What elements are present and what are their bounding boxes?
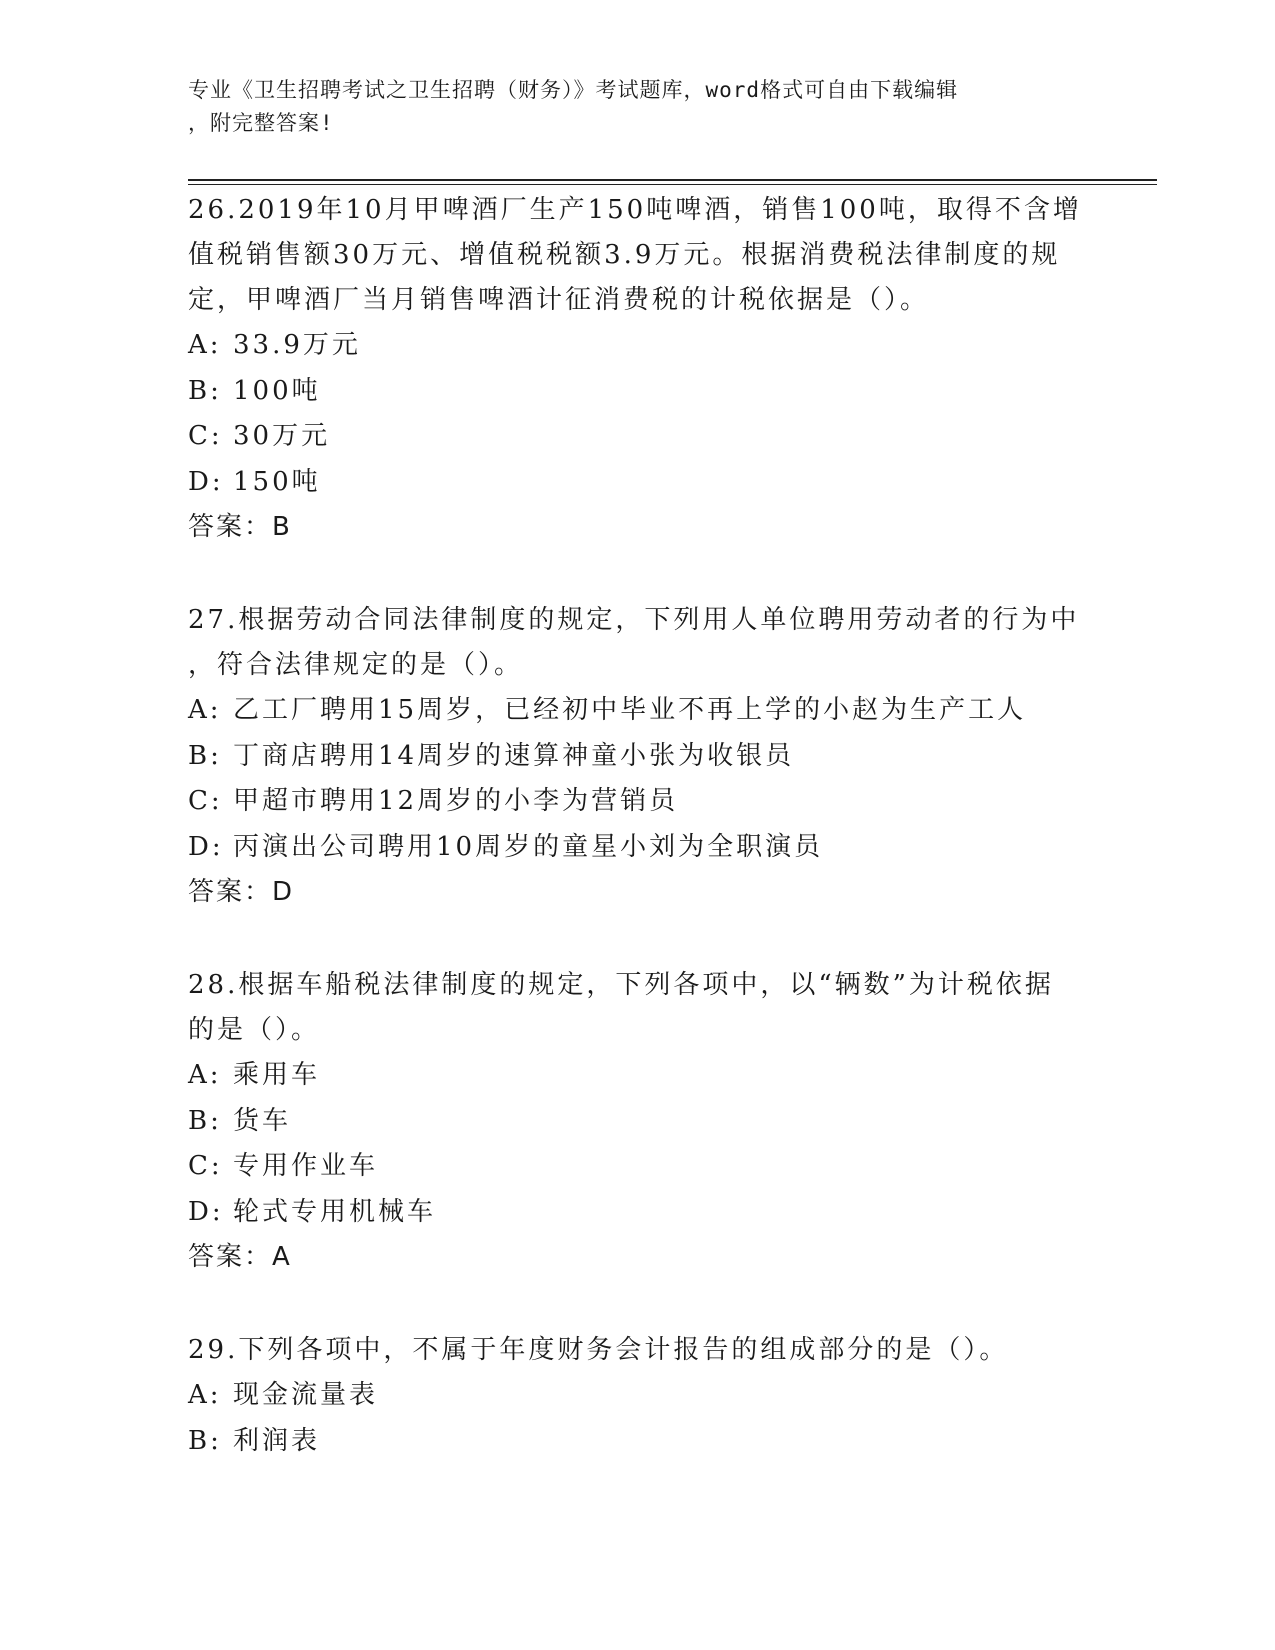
- option-text: 乘用车: [233, 1060, 321, 1090]
- option-text: 150吨: [233, 466, 321, 497]
- option-key: C:: [188, 786, 223, 816]
- question-stem-line: 26.2019年10月甲啤酒厂生产150吨啤酒，销售100吨，取得不含增: [188, 195, 1082, 225]
- option-text: 丁商店聘用14周岁的速算神童小张为收银员: [233, 740, 795, 771]
- option-text: 100吨: [233, 375, 321, 406]
- option-text: 现金流量表: [233, 1380, 379, 1410]
- option-text: 货车: [233, 1105, 292, 1136]
- option-text: 轮式专用机械车: [233, 1196, 437, 1227]
- option-c: [188, 779, 1088, 825]
- option-key: B:: [188, 740, 222, 771]
- question-29: [188, 1328, 1088, 1464]
- option-d: [188, 460, 1088, 506]
- option-a: [188, 688, 1088, 734]
- question-stem-line: 的是（）。: [188, 1015, 321, 1045]
- option-b: [188, 1419, 1088, 1465]
- question-spacer: [188, 1280, 1088, 1328]
- option-d: [188, 1190, 1088, 1236]
- option-a: [188, 323, 1088, 369]
- option-key: A:: [188, 1380, 222, 1410]
- option-key: B:: [188, 375, 222, 406]
- option-text: 33.9万元: [233, 330, 361, 360]
- question-stem-line: 值税销售额30万元、增值税税额3.9万元。根据消费税法律制度的规: [188, 240, 1061, 270]
- answer-label: 答案：D: [188, 877, 295, 907]
- answer-label: 答案：B: [188, 512, 292, 542]
- option-c: [188, 414, 1088, 460]
- option-d: [188, 825, 1088, 871]
- header-line-1: 专业《卫生招聘考试之卫生招聘（财务）》考试题库，word格式可自由下载编辑: [188, 78, 959, 102]
- header-line-2: ，附完整答案!: [188, 111, 334, 135]
- option-key: C:: [188, 1151, 223, 1181]
- option-key: D:: [188, 1196, 224, 1227]
- question-28: [188, 963, 1088, 1280]
- option-key: D:: [188, 466, 224, 497]
- document-header: [188, 74, 1068, 140]
- option-a: [188, 1373, 1088, 1419]
- option-b: [188, 369, 1088, 415]
- question-26: [188, 188, 1088, 550]
- option-key: D:: [188, 831, 224, 862]
- header-divider-thin: [188, 184, 1157, 185]
- option-text: 专用作业车: [233, 1151, 379, 1181]
- option-text: 乙工厂聘用15周岁，已经初中毕业不再上学的小赵为生产工人: [233, 695, 1027, 725]
- question-stem-line: 27.根据劳动合同法律制度的规定，下列用人单位聘用劳动者的行为中: [188, 605, 1080, 635]
- option-key: C:: [188, 421, 223, 451]
- question-stem-line: 29.下列各项中，不属于年度财务会计报告的组成部分的是（）。: [188, 1335, 1009, 1365]
- question-stem-line: ，符合法律规定的是（）。: [188, 650, 524, 680]
- answer-label: 答案：A: [188, 1242, 292, 1272]
- option-a: [188, 1053, 1088, 1099]
- option-text: 30万元: [233, 421, 331, 451]
- option-c: [188, 1144, 1088, 1190]
- option-text: 甲超市聘用12周岁的小李为营销员: [233, 786, 679, 816]
- option-key: B:: [188, 1425, 222, 1456]
- option-key: A:: [188, 330, 222, 360]
- question-list: [188, 188, 1088, 1464]
- option-b: [188, 734, 1088, 780]
- header-divider-thick: [188, 179, 1157, 181]
- question-spacer: [188, 550, 1088, 598]
- option-text: 利润表: [233, 1425, 321, 1456]
- option-key: A:: [188, 695, 222, 725]
- question-stem-line: 定，甲啤酒厂当月销售啤酒计征消费税的计税依据是（）。: [188, 285, 930, 315]
- question-27: [188, 598, 1088, 915]
- option-b: [188, 1099, 1088, 1145]
- option-text: 丙演出公司聘用10周岁的童星小刘为全职演员: [233, 831, 824, 862]
- question-spacer: [188, 915, 1088, 963]
- option-key: B:: [188, 1105, 222, 1136]
- option-key: A:: [188, 1060, 222, 1090]
- question-stem-line: 28.根据车船税法律制度的规定，下列各项中，以“辆数”为计税依据: [188, 970, 1054, 1000]
